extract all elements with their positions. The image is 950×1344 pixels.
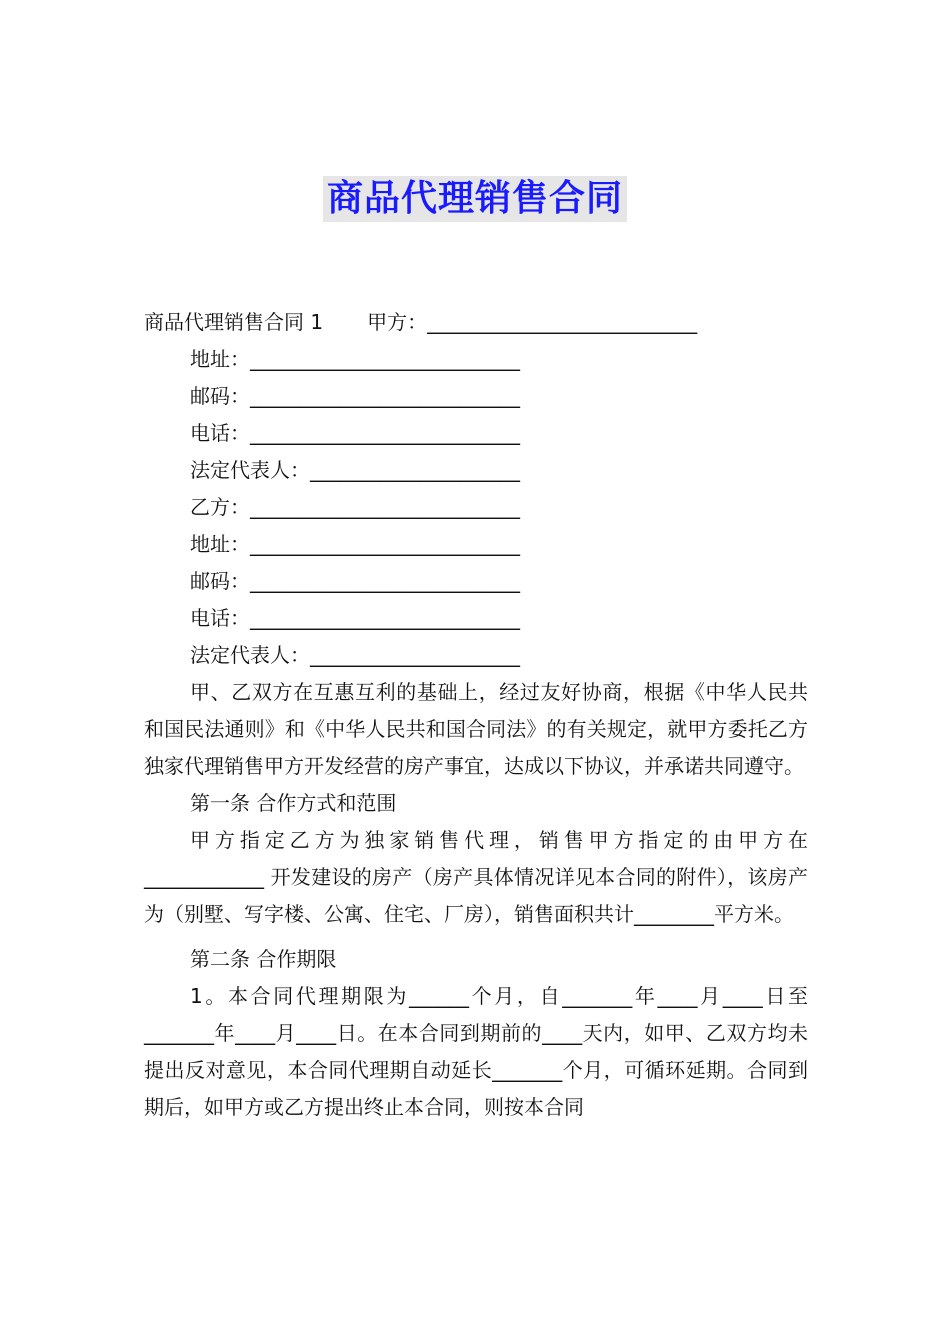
document-body bbox=[144, 304, 808, 1126]
field-postcode-b: 邮码：___________________________ bbox=[190, 569, 520, 593]
field-party-b: 乙方：___________________________ bbox=[190, 495, 520, 519]
field-address-b: 地址：___________________________ bbox=[190, 532, 520, 556]
article-2-text: 1。本合同代理期限为______个月，自_______年____月____日至_______年____月____日。在本合同到期前的____天内，如甲、乙双方均未提出反对意见，本合同代理期自动延长_______个月，可循环延期。合同到期后，如甲方或乙方提出终止本合同，则按本合同 bbox=[144, 984, 808, 1119]
contract-label: 商品代理销售合同 1 bbox=[144, 310, 324, 334]
field-phone-a: 电话：___________________________ bbox=[190, 421, 520, 445]
field-legal-rep-b: 法定代表人：_____________________ bbox=[190, 643, 520, 667]
header-line bbox=[144, 304, 808, 341]
field-legal-rep-a: 法定代表人：_____________________ bbox=[190, 458, 520, 482]
field-phone-b: 电话：___________________________ bbox=[190, 606, 520, 630]
article-1-text: 甲方指定乙方为独家销售代理，销售甲方指定的由甲方在____________ 开发建设的房产（房产具体情况详见本合同的附件），该房产为（别墅、写字楼、公寓、住宅、厂房），销售面积共计________平方米。 bbox=[144, 828, 808, 926]
document-title: 商品代理销售合同 bbox=[323, 176, 627, 222]
title-block bbox=[0, 176, 950, 222]
article-2-heading: 第二条 合作期限 bbox=[190, 947, 337, 971]
intro-paragraph: 甲、乙双方在互惠互利的基础上，经过友好协商，根据《中华人民共和国民法通则》和《中华人民共和国合同法》的有关规定，就甲方委托乙方独家代理销售甲方开发经营的房产事宜，达成以下协议，并承诺共同遵守。 bbox=[144, 680, 808, 778]
party-a-field: 甲方：___________________________ bbox=[367, 310, 698, 334]
article-1-heading: 第一条 合作方式和范围 bbox=[190, 791, 397, 815]
field-postcode-a: 邮码：___________________________ bbox=[190, 384, 520, 408]
field-address-a: 地址：___________________________ bbox=[190, 347, 520, 371]
